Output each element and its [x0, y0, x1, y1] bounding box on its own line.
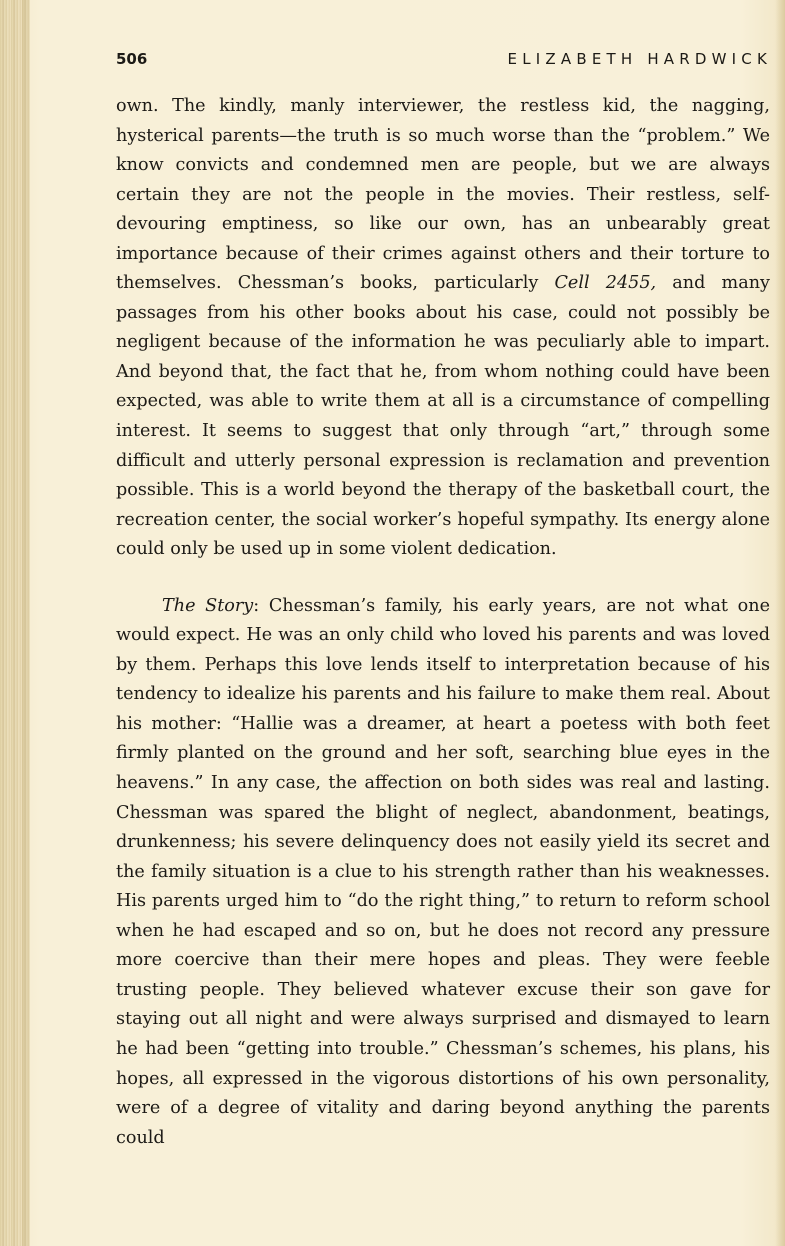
- paragraph-1: [116, 92, 770, 565]
- page-number: 506: [116, 50, 148, 68]
- paragraph-2-text: : Chessman’s family, his early years, are not what one would expect. He was an only child who loved his parents and was loved by them. Perhaps this love lends itself to interpretation because of his tendency to idealize his parents and his failure to make them real. About his mother: “Hallie was a dreamer, at heart a poetess with both feet firmly planted on the ground and her soft, searching blue eyes in the heavens.” In any case, the affection on both sides was real and lasting. Chessman was spared the blight of neglect, abandonment, beatings, drunkenness; his severe delinquency does not easily yield its secret and the family situation is a clue to his strength rather than his weaknesses. His parents urged him to “do the right thing,” to return to reform school when he had escaped and so on, but he does not record any pressure more coercive than their mere hopes and pleas. They were feeble trusting people. They believed whatever excuse their son gave for staying out all night and were always surprised and dismayed to learn he had been “getting into trouble.” Chessman’s schemes, his plans, his hopes, all expressed in the vigorous distortions of his own personality, were of a degree of vitality and daring beyond anything the parents could: [116, 595, 771, 1148]
- page-header: [116, 50, 772, 74]
- body-text: [116, 92, 770, 1153]
- page-edge-shadow: [775, 0, 785, 1246]
- book-title-cell-2455: Cell 2455,: [554, 273, 657, 294]
- paragraph-2: [116, 592, 770, 1153]
- paragraph-1-text-b: and many passages from his other books about his case, could not possibly be negligent because of the information he was peculiarly able to impart. And beyond that, the fact that he, from whom nothing could have been expected, was able to write them at all is a circumstance of compelling interest. It seems to suggest that only through “art,” through some difficult and utterly personal expression is reclamation and prevention possible. This is a world beyond the therapy of the basketball court, the recreation center, the social worker’s hopeful sympathy. Its energy alone could only be used up in some violent dedication.: [116, 273, 770, 560]
- running-head-author: ELIZABETH HARDWICK: [507, 50, 772, 68]
- section-lead-the-story: The Story: [162, 595, 254, 616]
- page-binding-shadow: [0, 0, 30, 1246]
- paragraph-1-text-a: own. The kindly, manly interviewer, the restless kid, the nagging, hysterical parents—the truth is so much worse than the “problem.” We know convicts and condemned men are people, but we are always certain they are not the people in the movies. Their restless, self-devouring emptiness, so like our own, has an unbearably great importance because of their crimes against others and their torture to themselves. Chessman’s books, particularly: [116, 96, 770, 294]
